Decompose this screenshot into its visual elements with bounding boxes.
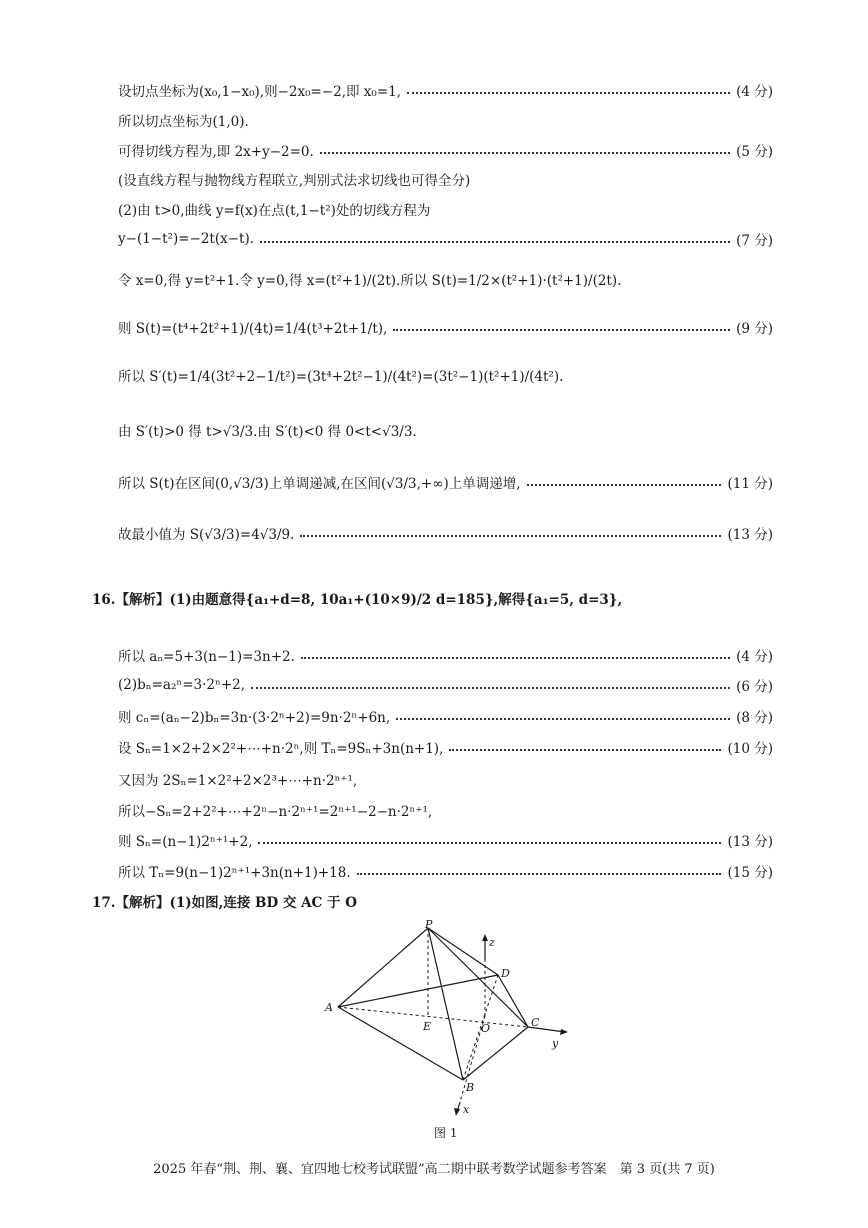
line-text: 所以−Sₙ=2+2²+⋯+2ⁿ−n·2ⁿ⁺¹=2ⁿ⁺¹−2−n·2ⁿ⁺¹, (118, 804, 433, 820)
line-score: (8 分) (736, 710, 773, 726)
line-text: 所以 aₙ=5+3(n−1)=3n+2. (118, 649, 295, 665)
line-text: 令 x=0,得 y=t²+1.令 y=0,得 x=(t²+1)/(2t).所以 S(t)=1/2×(t²+1)·(t²+1)/(2t). (118, 273, 622, 289)
leader-dots (396, 718, 730, 720)
line-text: 可得切线方程为,即 2x+y−2=0. (118, 144, 314, 160)
answer-line (118, 703, 773, 729)
answer-line (118, 137, 773, 163)
leader-dots (407, 92, 730, 94)
line-score: (4 分) (736, 84, 773, 100)
answer-line (118, 266, 773, 292)
line-score: (11 分) (727, 476, 773, 492)
line-score: (10 分) (727, 741, 773, 757)
line-score: (9 分) (736, 321, 773, 337)
line-text: 所以 S(t)在区间(0,√3/3)上单调递减,在区间(√3/3,+∞)上单调递增, (118, 476, 521, 492)
line-text: 17.【解析】(1)如图,连接 BD 交 AC 于 O (92, 895, 357, 911)
line-score: (5 分) (736, 144, 773, 160)
edge-AB (338, 1007, 463, 1080)
leader-dots (357, 873, 722, 875)
answer-line (118, 362, 773, 388)
label-A: A (325, 1001, 333, 1014)
answer-line (118, 469, 773, 495)
edge-PB (428, 928, 463, 1080)
line-text: (2)由 t>0,曲线 y=f(x)在点(t,1−t²)处的切线方程为 (118, 203, 431, 219)
line-score: (7 分) (736, 233, 773, 249)
line-text: 则 Sₙ=(n−1)2ⁿ⁺¹+2, (118, 834, 253, 850)
geometry-figure (320, 920, 570, 1120)
y-arrow-icon (560, 1029, 568, 1035)
line-text: 设切点坐标为(x₀,1−x₀),则−2x₀=−2,即 x₀=1, (118, 84, 402, 100)
answer-line (118, 520, 773, 546)
leader-dots (301, 657, 730, 659)
line-text: 所以切点坐标为(1,0). (118, 114, 249, 130)
answer-line (92, 585, 773, 611)
line-score: (6 分) (736, 679, 773, 695)
label-E: E (423, 1020, 432, 1033)
line-text: 又因为 2Sₙ=1×2²+2×2³+⋯+n·2ⁿ⁺¹, (118, 773, 358, 789)
line-text: 故最小值为 S(√3/3)=4√3/9. (118, 527, 295, 543)
leader-dots (251, 687, 730, 689)
label-x: x (463, 1103, 470, 1116)
answer-line (92, 888, 773, 914)
answer-line (118, 196, 773, 222)
line-text: 则 cₙ=(aₙ−2)bₙ=3n·(3·2ⁿ+2)=9n·2ⁿ+6n, (118, 710, 391, 726)
page-footer: 2025 年春“荆、荆、襄、宜四地七校考试联盟”高二期中联考数学试题参考答案 第 3 页(共 7 页) (153, 1162, 715, 1177)
label-P: P (425, 920, 433, 931)
edge-AD (338, 975, 498, 1007)
label-z: z (489, 936, 495, 949)
answer-line (118, 827, 773, 853)
label-O: O (481, 1022, 491, 1035)
answer-line (118, 107, 773, 133)
line-text: (2)bₙ=a₂ⁿ=3·2ⁿ+2, (118, 677, 246, 693)
z-arrow-icon (482, 934, 488, 941)
answer-line (118, 314, 773, 340)
line-score: (13 分) (727, 527, 773, 543)
line-text: 设 Sₙ=1×2+2×2²+⋯+n·2ⁿ,则 Tₙ=9Sₙ+3n(n+1), (118, 741, 444, 757)
x-arrow-icon (454, 1108, 460, 1116)
line-score: (4 分) (736, 649, 773, 665)
answer-line (118, 417, 773, 443)
leader-dots (449, 749, 721, 751)
line-score: (15 分) (727, 865, 773, 881)
edge-PD (428, 928, 498, 975)
answer-line (118, 672, 773, 698)
answer-line (118, 734, 773, 760)
line-text: 所以 Tₙ=9(n−1)2ⁿ⁺¹+3n(n+1)+18. (118, 865, 351, 881)
answer-line (118, 166, 773, 192)
line-text: y−(1−t²)=−2t(x−t). (118, 231, 255, 247)
label-D: D (501, 967, 510, 980)
line-text: 所以 S′(t)=1/4(3t²+2−1/t²)=(3t⁴+2t²−1)/(4t²)=(3t²−1)(t²+1)/(4t²). (118, 369, 564, 385)
leader-dots (260, 241, 730, 243)
edge-PC (428, 928, 528, 1027)
answer-line (118, 77, 773, 103)
line-text: (设直线方程与抛物线方程联立,判别式法求切线也可得全分) (118, 173, 471, 189)
answer-line (118, 858, 773, 884)
figure-caption: 图 1 (434, 1126, 458, 1140)
line-text: 则 S(t)=(t⁴+2t²+1)/(4t)=1/4(t³+2t+1/t), (118, 321, 388, 337)
label-y: y (552, 1037, 559, 1050)
pyramid-diagram (320, 920, 570, 1120)
answer-line (118, 797, 773, 823)
leader-dots (393, 329, 730, 331)
edge-PA (338, 928, 428, 1007)
line-text: 16.【解析】(1)由题意得{a₁+d=8, 10a₁+(10×9)/2 d=185},解得{a₁=5, d=3}, (92, 592, 623, 608)
line-score: (13 分) (727, 834, 773, 850)
edge-BC (463, 1027, 528, 1080)
label-C: C (531, 1016, 540, 1029)
line-text: 由 S′(t)>0 得 t>√3/3.由 S′(t)<0 得 0<t<√3/3. (118, 424, 417, 440)
leader-dots (300, 535, 721, 537)
leader-dots (320, 152, 730, 154)
leader-dots (527, 484, 722, 486)
leader-dots (258, 842, 721, 844)
answer-line (118, 642, 773, 668)
label-B: B (466, 1081, 475, 1094)
answer-line (118, 766, 773, 792)
answer-line (118, 226, 773, 252)
